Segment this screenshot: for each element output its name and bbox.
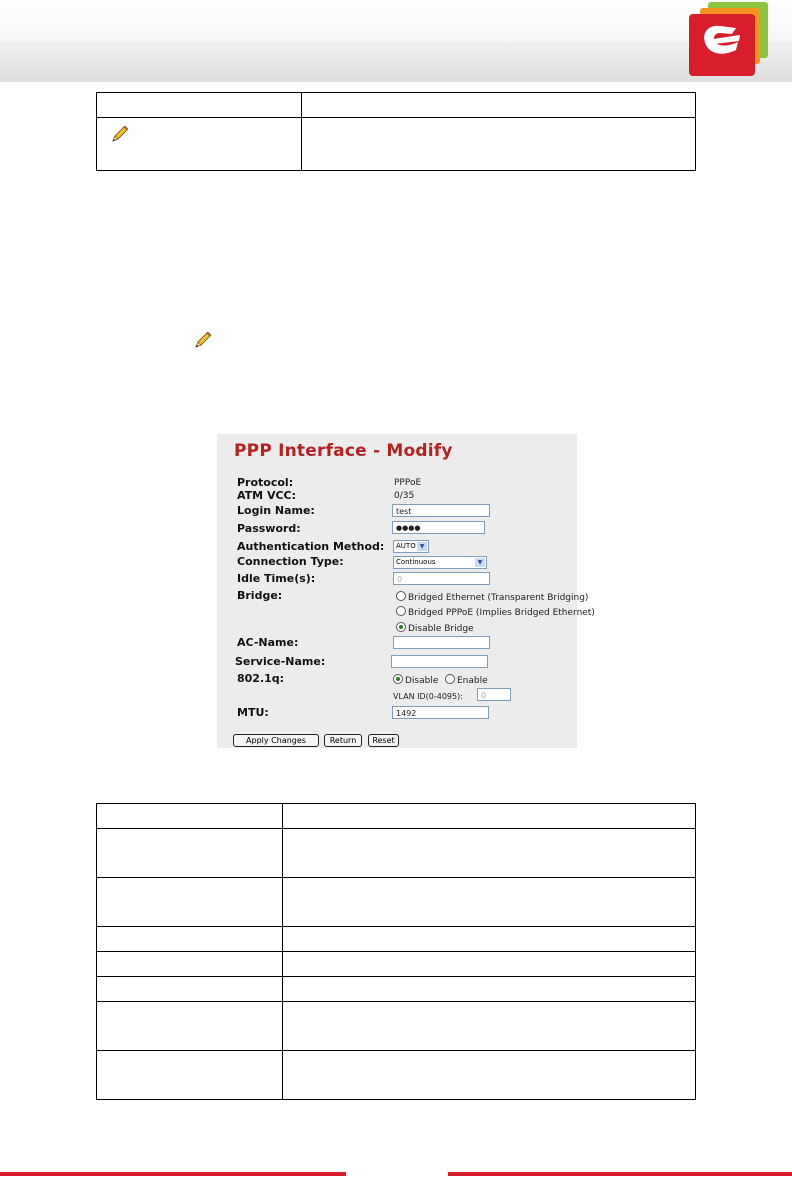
return-button[interactable]: Return [324, 734, 362, 747]
header-band [0, 42, 792, 82]
radio-icon [396, 606, 406, 616]
table-cell [97, 1002, 283, 1051]
pencil-edit-icon [192, 330, 214, 350]
footer-line-left [0, 1172, 346, 1176]
footer-line-right [448, 1172, 792, 1176]
bridge-option-label: Bridged Ethernet (Transparent Bridging) [408, 593, 589, 603]
protocol-value: PPPoE [394, 478, 422, 488]
parameter-table-header-cell [97, 804, 283, 829]
bridge-option-label: Disable Bridge [408, 624, 474, 634]
table-cell [97, 977, 283, 1002]
reset-button[interactable]: Reset [368, 734, 399, 747]
table-cell [283, 977, 696, 1002]
login-name-input[interactable]: test [392, 504, 490, 517]
mtu-label: MTU: [237, 706, 269, 719]
atm-vcc-label: ATM VCC: [237, 489, 296, 502]
mtu-input[interactable]: 1492 [392, 706, 489, 719]
bridge-option-pppoe[interactable] [396, 606, 595, 618]
vlan-id-label: VLAN ID(0-4095): [393, 692, 463, 701]
bridge-option-label: Bridged PPPoE (Implies Bridged Ethernet) [408, 608, 595, 618]
parameter-table [96, 803, 696, 1100]
icon-table-header-cell [97, 93, 302, 118]
table-cell [283, 927, 696, 952]
icon-table [96, 92, 696, 171]
panel-title: PPP Interface - Modify [234, 441, 453, 461]
table-cell [283, 952, 696, 977]
apply-changes-button[interactable]: Apply Changes [233, 734, 319, 747]
table-cell [97, 927, 283, 952]
ac-name-input[interactable] [393, 636, 490, 649]
atm-vcc-value: 0/35 [394, 491, 415, 501]
dot1q-enable-radio[interactable] [445, 674, 488, 686]
ppp-interface-modify-panel [217, 434, 595, 748]
chevron-down-icon: ▼ [475, 558, 485, 567]
table-cell [97, 1051, 283, 1100]
table-cell [283, 1002, 696, 1051]
radio-selected-icon [393, 674, 403, 684]
icon-table-cell [302, 118, 696, 171]
connection-type-label: Connection Type: [237, 555, 344, 568]
auth-method-label: Authentication Method: [237, 540, 385, 553]
login-name-label: Login Name: [237, 504, 315, 517]
ac-name-label: AC-Name: [237, 636, 299, 649]
service-name-label: Service-Name: [235, 655, 326, 668]
vlan-id-input[interactable]: 0 [477, 688, 511, 701]
edimax-e-logo-icon [686, 2, 770, 78]
pencil-edit-icon [110, 124, 130, 144]
bridge-label: Bridge: [237, 589, 283, 602]
table-cell [97, 878, 283, 927]
table-cell [283, 829, 696, 878]
table-cell [283, 878, 696, 927]
connection-type-value: Continuous [396, 558, 436, 566]
radio-icon [445, 674, 455, 684]
table-cell [283, 1051, 696, 1100]
bridge-option-transparent[interactable] [396, 591, 588, 603]
parameter-table-header-cell [283, 804, 696, 829]
radio-selected-icon [396, 622, 406, 632]
dot1q-enable-label: Enable [457, 676, 488, 686]
chevron-down-icon: ▼ [417, 542, 427, 551]
password-input[interactable]: ●●●● [392, 521, 485, 534]
table-cell [97, 829, 283, 878]
auth-method-value: AUTO [396, 542, 416, 550]
service-name-input[interactable] [391, 655, 488, 668]
icon-table-cell [97, 118, 302, 171]
page-header [0, 0, 792, 42]
dot1q-label: 802.1q: [237, 672, 285, 685]
bridge-option-disable[interactable] [396, 622, 474, 634]
password-label: Password: [237, 522, 301, 535]
idle-time-label: Idle Time(s): [237, 572, 316, 585]
connection-type-select[interactable] [393, 556, 487, 569]
icon-table-header-cell [302, 93, 696, 118]
radio-icon [396, 591, 406, 601]
protocol-label: Protocol: [237, 476, 294, 489]
idle-time-input[interactable]: 0 [393, 572, 490, 585]
dot1q-disable-label: Disable [405, 676, 439, 686]
dot1q-disable-radio[interactable] [393, 674, 438, 686]
auth-method-select[interactable] [393, 540, 429, 553]
table-cell [97, 952, 283, 977]
